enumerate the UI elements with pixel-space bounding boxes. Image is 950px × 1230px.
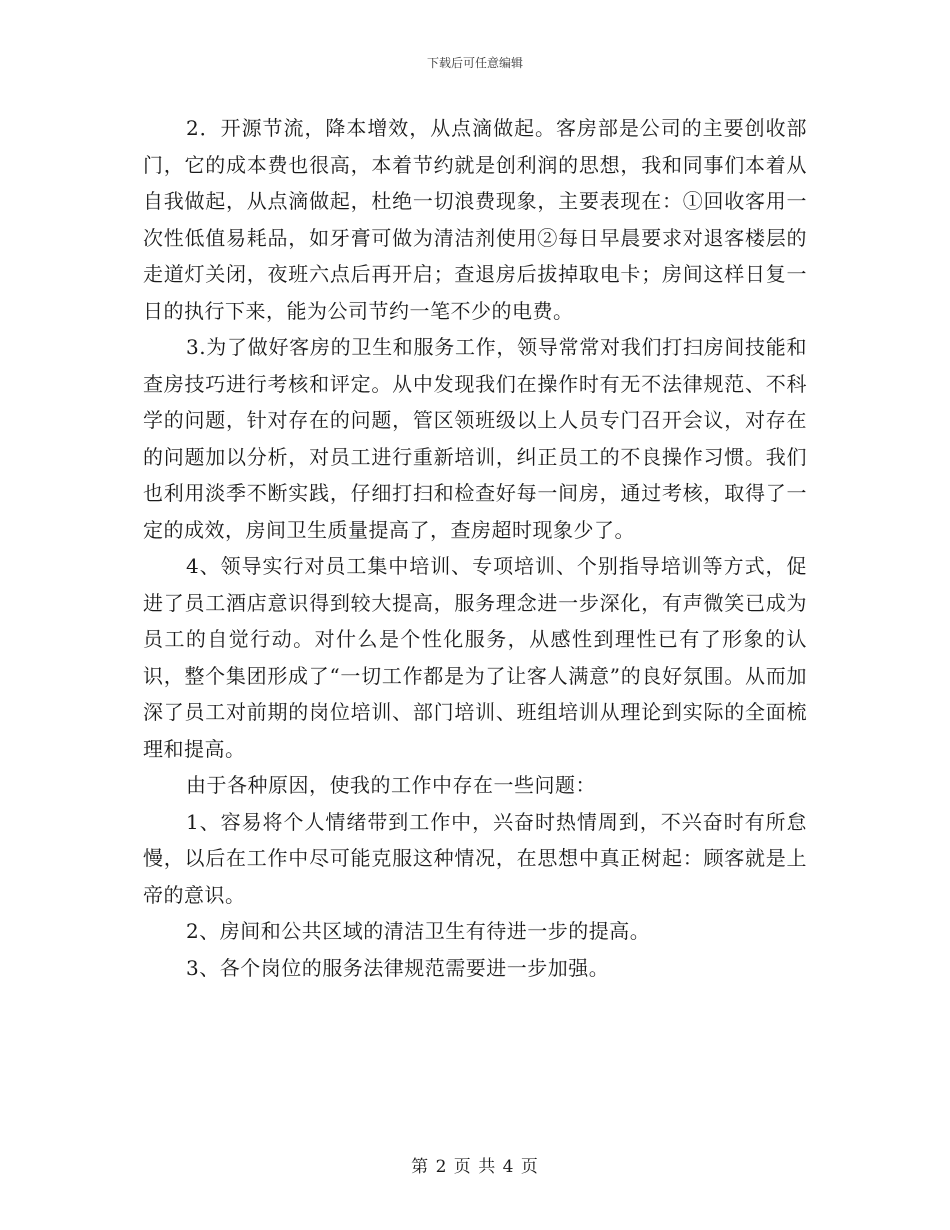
- paragraph-problem-2: 2、房间和公共区域的清洁卫生有待进一步的提高。: [186, 919, 651, 943]
- paragraph-problem-1: 1、容易将个人情绪带到工作中，兴奋时热情周到，不兴奋时有所怠慢，以后在工作中尽可能克服这种情况，在思想中真正树起：顾客就是上帝的意识。: [143, 809, 807, 907]
- page-number: 第 2 页 共 4 页: [411, 1157, 539, 1177]
- document-body: [143, 110, 807, 986]
- page-header: 下载后可任意编辑: [426, 56, 523, 70]
- paragraph-problem-3: 3、各个岗位的服务法律规范需要进一步加强。: [186, 955, 610, 980]
- paragraph-cost-saving: 2．开源节流，降本增效，从点滴做起。客房部是公司的主要创收部门，它的成本费也很高，本着节约就是创利润的思想，我和同事们本着从自我做起，从点滴做起，杜绝一切浪费现象，主要表现在：①回收客用一次性低值易耗品，如牙膏可做为清洁剂使用②每日早晨要求对退客楼层的走道灯关闭，夜班六点后再开启；查退房后拔掉取电卡；房间这样日复一日的执行下来，能为公司节约一笔不少的电费。: [143, 116, 807, 323]
- paragraph-problems-intro: 由于各种原因，使我的工作中存在一些问题：: [186, 773, 596, 797]
- paragraph-hygiene-service: 3.为了做好客房的卫生和服务工作，领导常常对我们打扫房间技能和查房技巧进行考核和评定。从中发现我们在操作时有无不法律规范、不科学的问题，针对存在的问题，管区领班级以上人员专门召开会议，对存在的问题加以分析，对员工进行重新培训，纠正员工的不良操作习惯。我们也利用淡季不断实践，仔细打扫和检查好每一间房，通过考核，取得了一定的成效，房间卫生质量提高了，查房超时现象少了。: [143, 335, 807, 542]
- paragraph-training: 4、领导实行对员工集中培训、专项培训、个别指导培训等方式，促进了员工酒店意识得到较大提高，服务理念进一步深化，有声微笑已成为员工的自觉行动。对什么是个性化服务，从感性到理性已有了形象的认识，整个集团形成了“一切工作都是为了让客人满意”的良好氛围。从而加深了员工对前期的岗位培训、部门培训、班组培训从理论到实际的全面梳理和提高。: [143, 554, 807, 761]
